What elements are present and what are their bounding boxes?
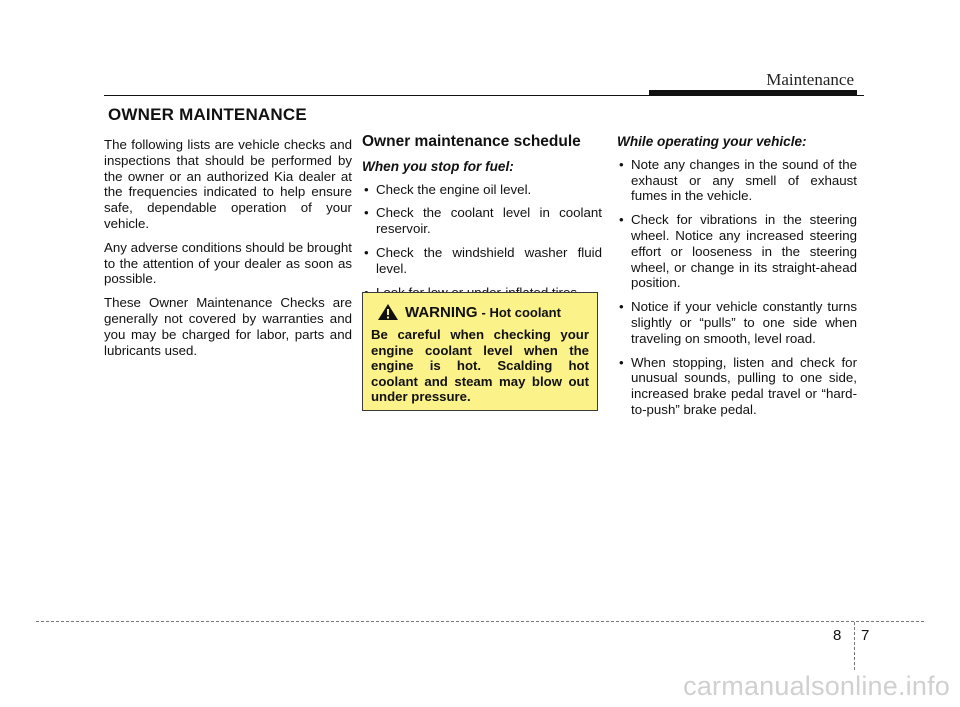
footer-rule xyxy=(36,621,924,622)
warning-text: Be careful when checking your engine coolant level when the engine is hot. Scalding hot coolant and steam may blow out under pressure. xyxy=(371,327,589,404)
warning-title: WARNING xyxy=(405,303,478,321)
driving-checks-list xyxy=(617,157,857,418)
fuel-checks-list xyxy=(362,182,602,301)
fuel-stop-heading: When you stop for fuel: xyxy=(362,158,514,174)
bullet-icon: • xyxy=(619,354,624,370)
bullet-icon: • xyxy=(364,244,369,260)
header-title: Maintenance xyxy=(766,70,854,89)
list-item: • Check the engine oil level. xyxy=(364,181,532,197)
column-driving-checks xyxy=(617,134,857,426)
column-fuel-checks xyxy=(362,134,602,308)
warning-header xyxy=(377,303,589,321)
intro-paragraph-1: The following lists are vehicle checks and inspections that should be performed by the owner or an authorized Kia dealer at the frequencies indicated to help ensure safe, dependable operation of your vehicle. xyxy=(104,137,352,231)
intro-paragraph-3: These Owner Maintenance Checks are generally not covered by warranties and you may be charged for labor, parts and lubricants used. xyxy=(104,295,352,358)
footer-divider xyxy=(854,622,855,670)
list-item: • Check for vibrations in the steering wheel. Notice any increased steering effort or looseness in the steering wheel, or change in its straight-ahead position. xyxy=(619,212,857,291)
watermark: carmanualsonline.info xyxy=(683,671,950,701)
schedule-subheading: Owner maintenance schedule xyxy=(362,133,581,150)
bullet-icon: • xyxy=(619,156,624,172)
section-title: OWNER MAINTENANCE xyxy=(108,105,307,124)
list-item: • When stopping, listen and check for unusual sounds, pulling to one side, increased brake pedal travel or “hard-to-push” brake pedal. xyxy=(619,354,857,417)
warning-subtitle: - Hot coolant xyxy=(481,304,561,320)
column-intro xyxy=(104,137,352,366)
warning-box xyxy=(362,292,598,411)
operating-heading: While operating your vehicle: xyxy=(617,134,807,149)
bullet-icon: • xyxy=(364,181,369,197)
list-item: • Check the windshield washer fluid level. xyxy=(364,244,602,276)
bullet-icon: • xyxy=(364,205,369,221)
bullet-icon: • xyxy=(619,299,624,315)
list-item: • Note any changes in the sound of the exhaust or any smell of exhaust fumes in the vehicle. xyxy=(619,156,857,204)
chapter-number: 8 xyxy=(833,627,842,644)
bullet-icon: • xyxy=(619,212,624,228)
intro-paragraph-2: Any adverse conditions should be brought to the attention of your dealer as soon as possible. xyxy=(104,239,352,287)
header-rule-accent xyxy=(649,90,857,96)
list-item: • Check the coolant level in coolant reservoir. xyxy=(364,205,602,237)
page-number: 7 xyxy=(861,627,870,644)
list-item: • Notice if your vehicle constantly turns slightly or “pulls” to one side when traveling on smooth, level road. xyxy=(619,299,857,346)
warning-triangle-icon xyxy=(377,303,399,321)
